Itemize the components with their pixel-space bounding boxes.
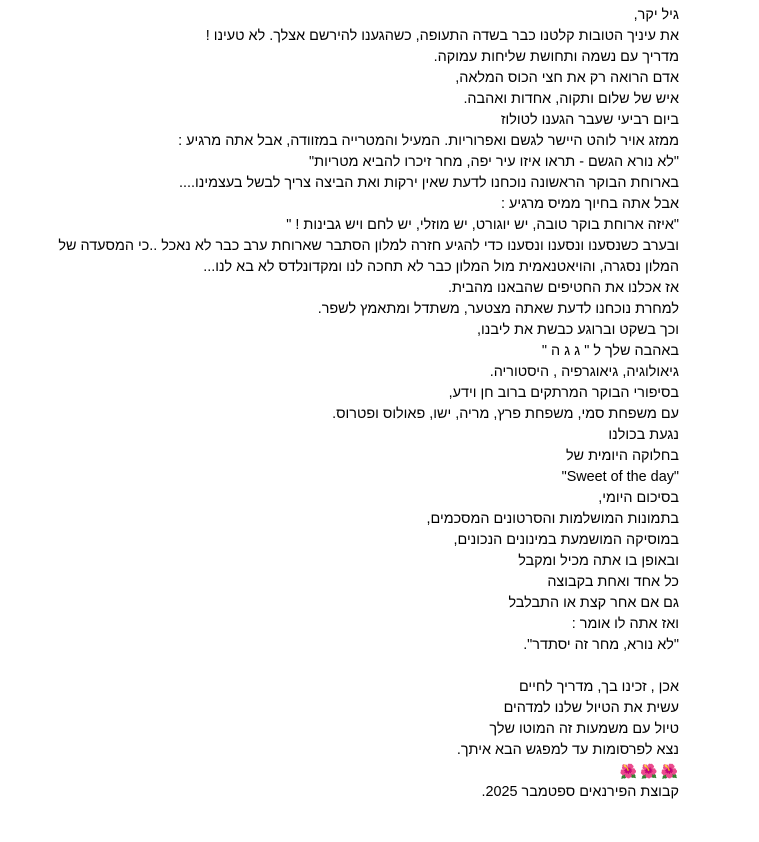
blank-line — [39, 656, 679, 677]
text-line: בחלוקה היומית של — [565, 448, 679, 464]
text-line: ובאופן בו אתה מכיל ומקבל — [518, 553, 679, 569]
signature-line: קבוצת הפירנאים ספטמבר 2025. — [481, 784, 679, 800]
text-line: עשית את הטיול שלנו למדהים — [503, 700, 679, 716]
text-line: למחרת נוכחנו לדעת שאתה מצטער, משתדל ומתאמץ לשפר. — [317, 301, 679, 317]
text-line: בסיפורי הבוקר המרתקים ברוב חן וידע, — [448, 385, 679, 401]
letter-body — [39, 5, 679, 803]
text-line: אכן , זכינו בך, מדריך לחיים — [518, 679, 679, 695]
text-line: ממזג אויר לוהט היישר לגשם ואפרוריות. המעיל והמטרייה במזוודה, אבל אתה מרגיע : — [178, 133, 679, 149]
text-line: "לא נורא, מחר זה יסתדר". — [523, 637, 679, 653]
text-line: אבל אתה בחיוך ממיס מרגיע : — [500, 196, 679, 212]
text-line: אדם הרואה רק את חצי הכוס המלאה, — [455, 70, 679, 86]
text-line: עם משפחת סמי, משפחת פרץ, מריה, ישו, פאולוס ופטרוס. — [332, 406, 679, 422]
text-line: את עיניך הטובות קלטנו כבר בשדה התעופה, כשהגענו להירשם אצלך. לא טעינו ! — [205, 28, 679, 44]
text-line: "Sweet of the day" — [561, 469, 679, 485]
text-line: מדריך עם נשמה ותחושת שליחות עמוקה. — [433, 49, 679, 65]
text-line: איש של שלום ותקוה, אחדות ואהבה. — [463, 91, 679, 107]
flower-emoji-row — [39, 761, 679, 782]
text-line: במוסיקה המושמעת במינונים הנכונים, — [453, 532, 679, 548]
text-line: ואז אתה לו אומר : — [571, 616, 679, 632]
text-line: בתמונות המושלמות והסרטונים המסכמים, — [426, 511, 679, 527]
text-line: אז אכלנו את החטיפים שהבאנו מהבית. — [448, 280, 679, 296]
text-line: בארוחת הבוקר הראשונה נוכחנו לדעת שאין ירקות ואת הביצה צריך לבשל בעצמינו.... — [179, 175, 679, 191]
text-line: ובערב כשנסענו ונסענו ונסענו כדי להגיע חזרה למלון הסתבר שארוחת ערב כבר לא נאכל ..כי המסעדה של — [58, 238, 679, 254]
text-line: גיל יקר, — [633, 7, 679, 23]
text-line: כל אחד ואחת בקבוצה — [547, 574, 679, 590]
text-line: "לא נורא הגשם - תראו איזו עיר יפה, מחר זיכרו להביא מטריות" — [309, 154, 679, 170]
text-line: בסיכום היומי, — [598, 490, 679, 506]
hibiscus-icon: 🌺 — [640, 763, 659, 779]
text-line: נצא לפרסומות עד למפגש הבא איתך. — [456, 742, 679, 758]
text-line: טיול עם משמעות זה המוטו שלך — [489, 721, 679, 737]
text-line: גיאולוגיה, גיאוגרפיה , היסטוריה. — [489, 364, 679, 380]
text-line: "איזה ארוחת בוקר טובה, יש יוגורט, יש מוזלי, יש לחם ויש גבינות ! " — [286, 217, 679, 233]
hibiscus-icon: 🌺 — [619, 763, 639, 779]
text-line: באהבה שלך ל " ג ג ה " — [541, 343, 679, 359]
text-line: ביום רביעי שעבר הגענו לטולוז — [500, 112, 679, 128]
text-line: המלון נסגרה, והויאטנאמית מול המלון כבר לא תחכה לנו ומקדונלדס לא בא לנו... — [203, 259, 679, 275]
text-line: וכך בשקט וברוגע כבשת את ליבנו, — [477, 322, 679, 338]
text-line: גם אם אחר קצת או התבלבל — [508, 595, 679, 611]
text-line: נגעת בכולנו — [608, 427, 679, 443]
hibiscus-icon: 🌺 — [660, 763, 679, 779]
